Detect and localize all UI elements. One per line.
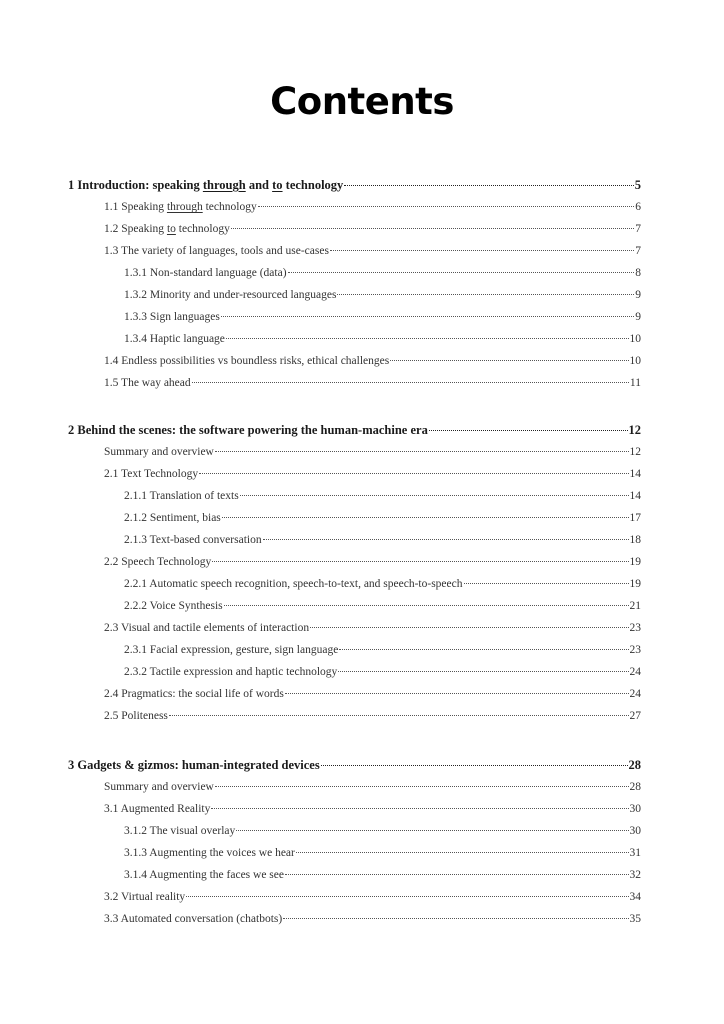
toc-dot-leader [321,765,628,766]
toc-page-number: 24 [629,688,641,700]
toc-section-entry[interactable] [124,308,641,326]
toc-page-number: 19 [629,556,641,568]
toc-section-entry[interactable] [104,443,641,461]
toc-dot-leader [337,294,634,295]
toc-dot-leader [236,830,628,831]
toc-chapter-entry[interactable] [68,176,641,194]
toc-page-number: 9 [635,311,641,323]
toc-label-segment: 3.1 Augmented Reality [104,803,211,815]
toc-label-segment: 1.4 Endless possibilities vs boundless risks, ethical challenges [104,355,390,367]
toc-chapter-entry[interactable] [68,421,641,439]
toc-label-segment: to [272,178,283,192]
toc-entry-label [124,641,338,659]
toc-entry-label [104,443,214,461]
toc-dot-leader [296,852,629,853]
toc-dot-leader [231,228,634,229]
toc-label-segment: 2.1 Text Technology [104,468,199,480]
toc-section-entry[interactable] [124,866,641,884]
toc-page-number: 14 [629,490,641,502]
toc-label-segment: Summary and overview [104,781,214,793]
toc-dot-leader [429,430,628,431]
toc-label-segment: technology [282,178,344,192]
toc-dot-leader [288,272,635,273]
toc-label-segment: 1 Introduction: speaking [68,178,203,192]
toc-page-number: 28 [629,781,641,793]
toc-page-number: 30 [629,825,641,837]
toc-entry-label [104,888,185,906]
toc-dot-leader [338,671,628,672]
toc-page-number: 31 [629,847,641,859]
toc-section-entry[interactable] [124,575,641,593]
toc-page-number: 17 [629,512,641,524]
toc-page-number: 8 [635,267,641,279]
toc-label-segment: 1.1 Speaking [104,201,167,213]
toc-dot-leader [285,874,629,875]
toc-entry-label [104,374,191,392]
toc-section-entry[interactable] [104,685,641,703]
toc-label-segment: 2.4 Pragmatics: the social life of words [104,688,284,700]
toc-section-entry[interactable] [124,822,641,840]
toc-label-segment: to [166,223,176,235]
toc-page-number: 30 [629,803,641,815]
toc-dot-leader [199,473,628,474]
toc-entry-label [124,509,221,527]
toc-page-number: 10 [629,355,641,367]
toc-chapter-entry[interactable] [68,756,641,774]
toc-dot-leader [192,382,629,383]
toc-entry-label [124,487,239,505]
toc-label-segment: through [202,178,246,192]
toc-dot-leader [186,896,628,897]
toc-dot-leader [224,605,629,606]
toc-page-number: 34 [629,891,641,903]
toc-entry-label [68,756,320,774]
toc-dot-leader [283,918,628,919]
toc-dot-leader [464,583,629,584]
toc-label-segment: technology [202,201,257,213]
toc-label-segment: 2.1.3 Text-based conversation [124,534,262,546]
toc-section-entry[interactable] [124,641,641,659]
toc-dot-leader [221,316,634,317]
toc-label-segment: 3.3 Automated conversation (chatbots) [104,913,283,925]
toc-page-number: 32 [629,869,641,881]
toc-section-entry[interactable] [124,286,641,304]
toc-entry-label [104,800,210,818]
toc-entry-label [124,866,284,884]
toc-dot-leader [212,561,628,562]
toc-label-segment: technology [175,223,230,235]
toc-label-segment: Summary and overview [104,446,214,458]
toc-section-entry[interactable] [104,707,641,725]
toc-section-entry[interactable] [104,198,641,216]
toc-entry-label [124,575,463,593]
toc-section-entry[interactable] [124,663,641,681]
toc-entry-label [104,619,309,637]
toc-label-segment: 3.1.2 The visual overlay [124,825,236,837]
toc-section-entry[interactable] [104,242,641,260]
toc-page-number: 23 [629,622,641,634]
toc-entry-label [124,531,262,549]
toc-page-number: 21 [629,600,641,612]
toc-label-segment: 3.2 Virtual reality [104,891,186,903]
toc-dot-leader [263,539,629,540]
toc-dot-leader [330,250,634,251]
toc-page-number: 9 [635,289,641,301]
toc-dot-leader [222,517,629,518]
toc-page-number: 14 [629,468,641,480]
toc-label-segment: 1.3.2 Minority and under-resourced languages [124,289,337,301]
toc-entry-label [124,264,287,282]
toc-label-segment: 3.1.3 Augmenting the voices we hear [124,847,295,859]
toc-entry-label [104,465,198,483]
toc-entry-label [104,910,282,928]
toc-entry-label [68,421,428,439]
toc-label-segment: 1.5 The way ahead [104,377,191,389]
toc-dot-leader [258,206,635,207]
toc-section-entry[interactable] [124,597,641,615]
toc-label-segment: 2.1.1 Translation of texts [124,490,239,502]
toc-label-segment: through [166,201,203,213]
toc-page-number: 35 [629,913,641,925]
toc-dot-leader [240,495,629,496]
toc-entry-label [104,553,211,571]
toc-section-entry[interactable] [104,220,641,238]
toc-entry-label [104,352,389,370]
toc-page-number: 7 [635,223,641,235]
toc-label-segment: 2.2.2 Voice Synthesis [124,600,223,612]
toc-entry-label [124,597,223,615]
toc-section-entry[interactable] [104,888,641,906]
toc-label-segment: 2.3.1 Facial expression, gesture, sign language [124,644,339,656]
toc-dot-leader [226,338,629,339]
toc-dot-leader [285,693,629,694]
toc-page-number: 5 [634,178,641,192]
toc-section-entry[interactable] [104,553,641,571]
toc-page-number: 18 [629,534,641,546]
toc-section-entry[interactable] [124,487,641,505]
toc-section-entry[interactable] [104,465,641,483]
toc-page-number: 27 [629,710,641,722]
toc-entry-label [124,663,337,681]
toc-page-number: 11 [629,377,641,389]
toc-label-segment: 2.1.2 Sentiment, bias [124,512,221,524]
toc-dot-leader [390,360,628,361]
toc-entry-label [104,707,168,725]
toc-page-number: 23 [629,644,641,656]
toc-dot-leader [169,715,629,716]
toc-page-number: 28 [628,758,641,772]
toc-entry-label [104,198,257,216]
toc-label-segment: 2.3 Visual and tactile elements of interaction [104,622,310,634]
toc-section-entry[interactable] [104,619,641,637]
toc-entry-label [124,844,295,862]
toc-label-segment: 2.2 Speech Technology [104,556,212,568]
toc-page-number: 19 [629,578,641,590]
toc-page-number: 12 [628,423,641,437]
toc-dot-leader [310,627,628,628]
toc-section-entry[interactable] [104,778,641,796]
toc-label-segment: 3.1.4 Augmenting the faces we see [124,869,284,881]
toc-dot-leader [215,786,629,787]
toc-dot-leader [344,185,633,186]
toc-entry-label [68,176,343,194]
toc-entry-label [124,822,235,840]
page-title: Contents [270,80,454,123]
toc-label-segment: and [245,178,273,192]
toc-label-segment: 1.3.1 Non-standard language (data) [124,267,287,279]
toc-page-number: 12 [629,446,641,458]
toc-entry-label [124,286,336,304]
toc-label-segment: 2 Behind the scenes: the software powering the human-machine era [68,423,428,437]
toc-entry-label [124,330,225,348]
toc-label-segment: 1.2 Speaking [104,223,167,235]
toc-page-number: 7 [635,245,641,257]
toc-section-entry[interactable] [104,352,641,370]
toc-label-segment: 1.3.4 Haptic language [124,333,225,345]
toc-section-entry[interactable] [124,531,641,549]
toc-label-segment: 2.3.2 Tactile expression and haptic technology [124,666,338,678]
toc-entry-label [104,778,214,796]
toc-label-segment: 2.2.1 Automatic speech recognition, speech-to-text, and speech-to-speech [124,578,463,590]
toc-label-segment: 1.3.3 Sign languages [124,311,220,323]
toc-entry-label [104,220,230,238]
toc-label-segment: 3 Gadgets & gizmos: human-integrated devices [68,758,320,772]
toc-dot-leader [211,808,628,809]
toc-page-number: 24 [629,666,641,678]
toc-section-entry[interactable] [104,374,641,392]
toc-dot-leader [339,649,628,650]
toc-dot-leader [215,451,629,452]
toc-section-entry[interactable] [124,264,641,282]
toc-section-entry[interactable] [124,330,641,348]
toc-entry-label [104,685,284,703]
toc-page-number: 10 [629,333,641,345]
toc-section-entry[interactable] [124,844,641,862]
toc-section-entry[interactable] [124,509,641,527]
toc-section-entry[interactable] [104,910,641,928]
toc-entry-label [124,308,220,326]
toc-section-entry[interactable] [104,800,641,818]
toc-label-segment: 2.5 Politeness [104,710,168,722]
toc-entry-label [104,242,329,260]
toc-page-number: 6 [635,201,641,213]
toc-label-segment: 1.3 The variety of languages, tools and use-cases [104,245,329,257]
